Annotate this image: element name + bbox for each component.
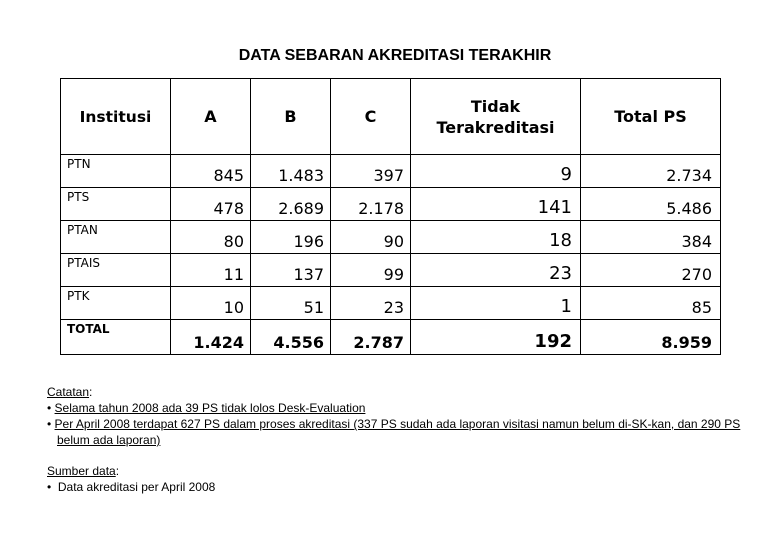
cell-b: 4.556	[251, 320, 331, 355]
table-row	[61, 254, 721, 287]
cell-c: 2.787	[331, 320, 411, 355]
column-header-total-ps: Total PS	[581, 79, 721, 155]
catatan-heading: Catatan:	[47, 385, 93, 399]
cell-tidak-terakreditasi: 141	[411, 188, 581, 221]
table-header-row	[61, 79, 721, 155]
sumber-label: Sumber data	[47, 464, 116, 478]
cell-b: 2.689	[251, 188, 331, 221]
table-row	[61, 155, 721, 188]
row-label: PTK	[61, 287, 171, 320]
cell-total-ps: 8.959	[581, 320, 721, 355]
column-header-institusi: Institusi	[61, 79, 171, 155]
cell-c: 99	[331, 254, 411, 287]
cell-tidak-terakreditasi: 9	[411, 155, 581, 188]
row-label: PTAN	[61, 221, 171, 254]
sumber-text: Data akreditasi per April 2008	[57, 480, 216, 494]
accreditation-table	[60, 78, 721, 355]
cell-total-ps: 5.486	[581, 188, 721, 221]
cell-a: 478	[171, 188, 251, 221]
table-body	[61, 155, 721, 355]
note-item: • Per April 2008 terdapat 627 PS dalam proses akreditasi (337 PS sudah ada laporan visitasi namun belum di-SK-kan, dan 290 PS belum ada laporan)	[47, 417, 741, 447]
cell-b: 196	[251, 221, 331, 254]
table-row	[61, 221, 721, 254]
column-header-b: B	[251, 79, 331, 155]
row-label: PTN	[61, 155, 171, 188]
page-title: DATA SEBARAN AKREDITASI TERAKHIR	[238, 47, 552, 64]
row-label: PTAIS	[61, 254, 171, 287]
cell-c: 90	[331, 221, 411, 254]
row-label: TOTAL	[61, 320, 171, 355]
cell-total-ps: 2.734	[581, 155, 721, 188]
cell-c: 2.178	[331, 188, 411, 221]
column-header-c: C	[331, 79, 411, 155]
cell-tidak-terakreditasi: 192	[411, 320, 581, 355]
sumber-item: • Data akreditasi per April 2008	[47, 480, 216, 494]
column-header-tidak-terakreditasi	[411, 79, 581, 155]
cell-b: 1.483	[251, 155, 331, 188]
cell-a: 845	[171, 155, 251, 188]
cell-a: 1.424	[171, 320, 251, 355]
note-item: • Selama tahun 2008 ada 39 PS tidak lolos Desk-Evaluation	[47, 401, 366, 415]
sumber-heading: Sumber data:	[47, 464, 120, 478]
cell-b: 51	[251, 287, 331, 320]
table-row	[61, 188, 721, 221]
table-row	[61, 287, 721, 320]
column-header-a: A	[171, 79, 251, 155]
row-label: PTS	[61, 188, 171, 221]
cell-total-ps: 384	[581, 221, 721, 254]
cell-total-ps: 270	[581, 254, 721, 287]
cell-c: 397	[331, 155, 411, 188]
cell-tidak-terakreditasi: 1	[411, 287, 581, 320]
notes-section	[47, 384, 747, 495]
catatan-label: Catatan	[47, 385, 90, 399]
note-text: Selama tahun 2008 ada 39 PS tidak lolos Desk-Evaluation	[54, 401, 366, 415]
cell-a: 10	[171, 287, 251, 320]
cell-a: 80	[171, 221, 251, 254]
cell-tidak-terakreditasi: 18	[411, 221, 581, 254]
total-row	[61, 320, 721, 355]
header-tidak-line-1: Tidak	[470, 96, 521, 116]
cell-total-ps: 85	[581, 287, 721, 320]
cell-tidak-terakreditasi: 23	[411, 254, 581, 287]
header-tidak-line-2: Terakreditasi	[436, 117, 555, 137]
note-text: Per April 2008 terdapat 627 PS dalam proses akreditasi (337 PS sudah ada laporan visitasi namun belum di-SK-kan, dan 290 PS belum ada laporan)	[54, 417, 741, 447]
cell-c: 23	[331, 287, 411, 320]
cell-b: 137	[251, 254, 331, 287]
cell-a: 11	[171, 254, 251, 287]
